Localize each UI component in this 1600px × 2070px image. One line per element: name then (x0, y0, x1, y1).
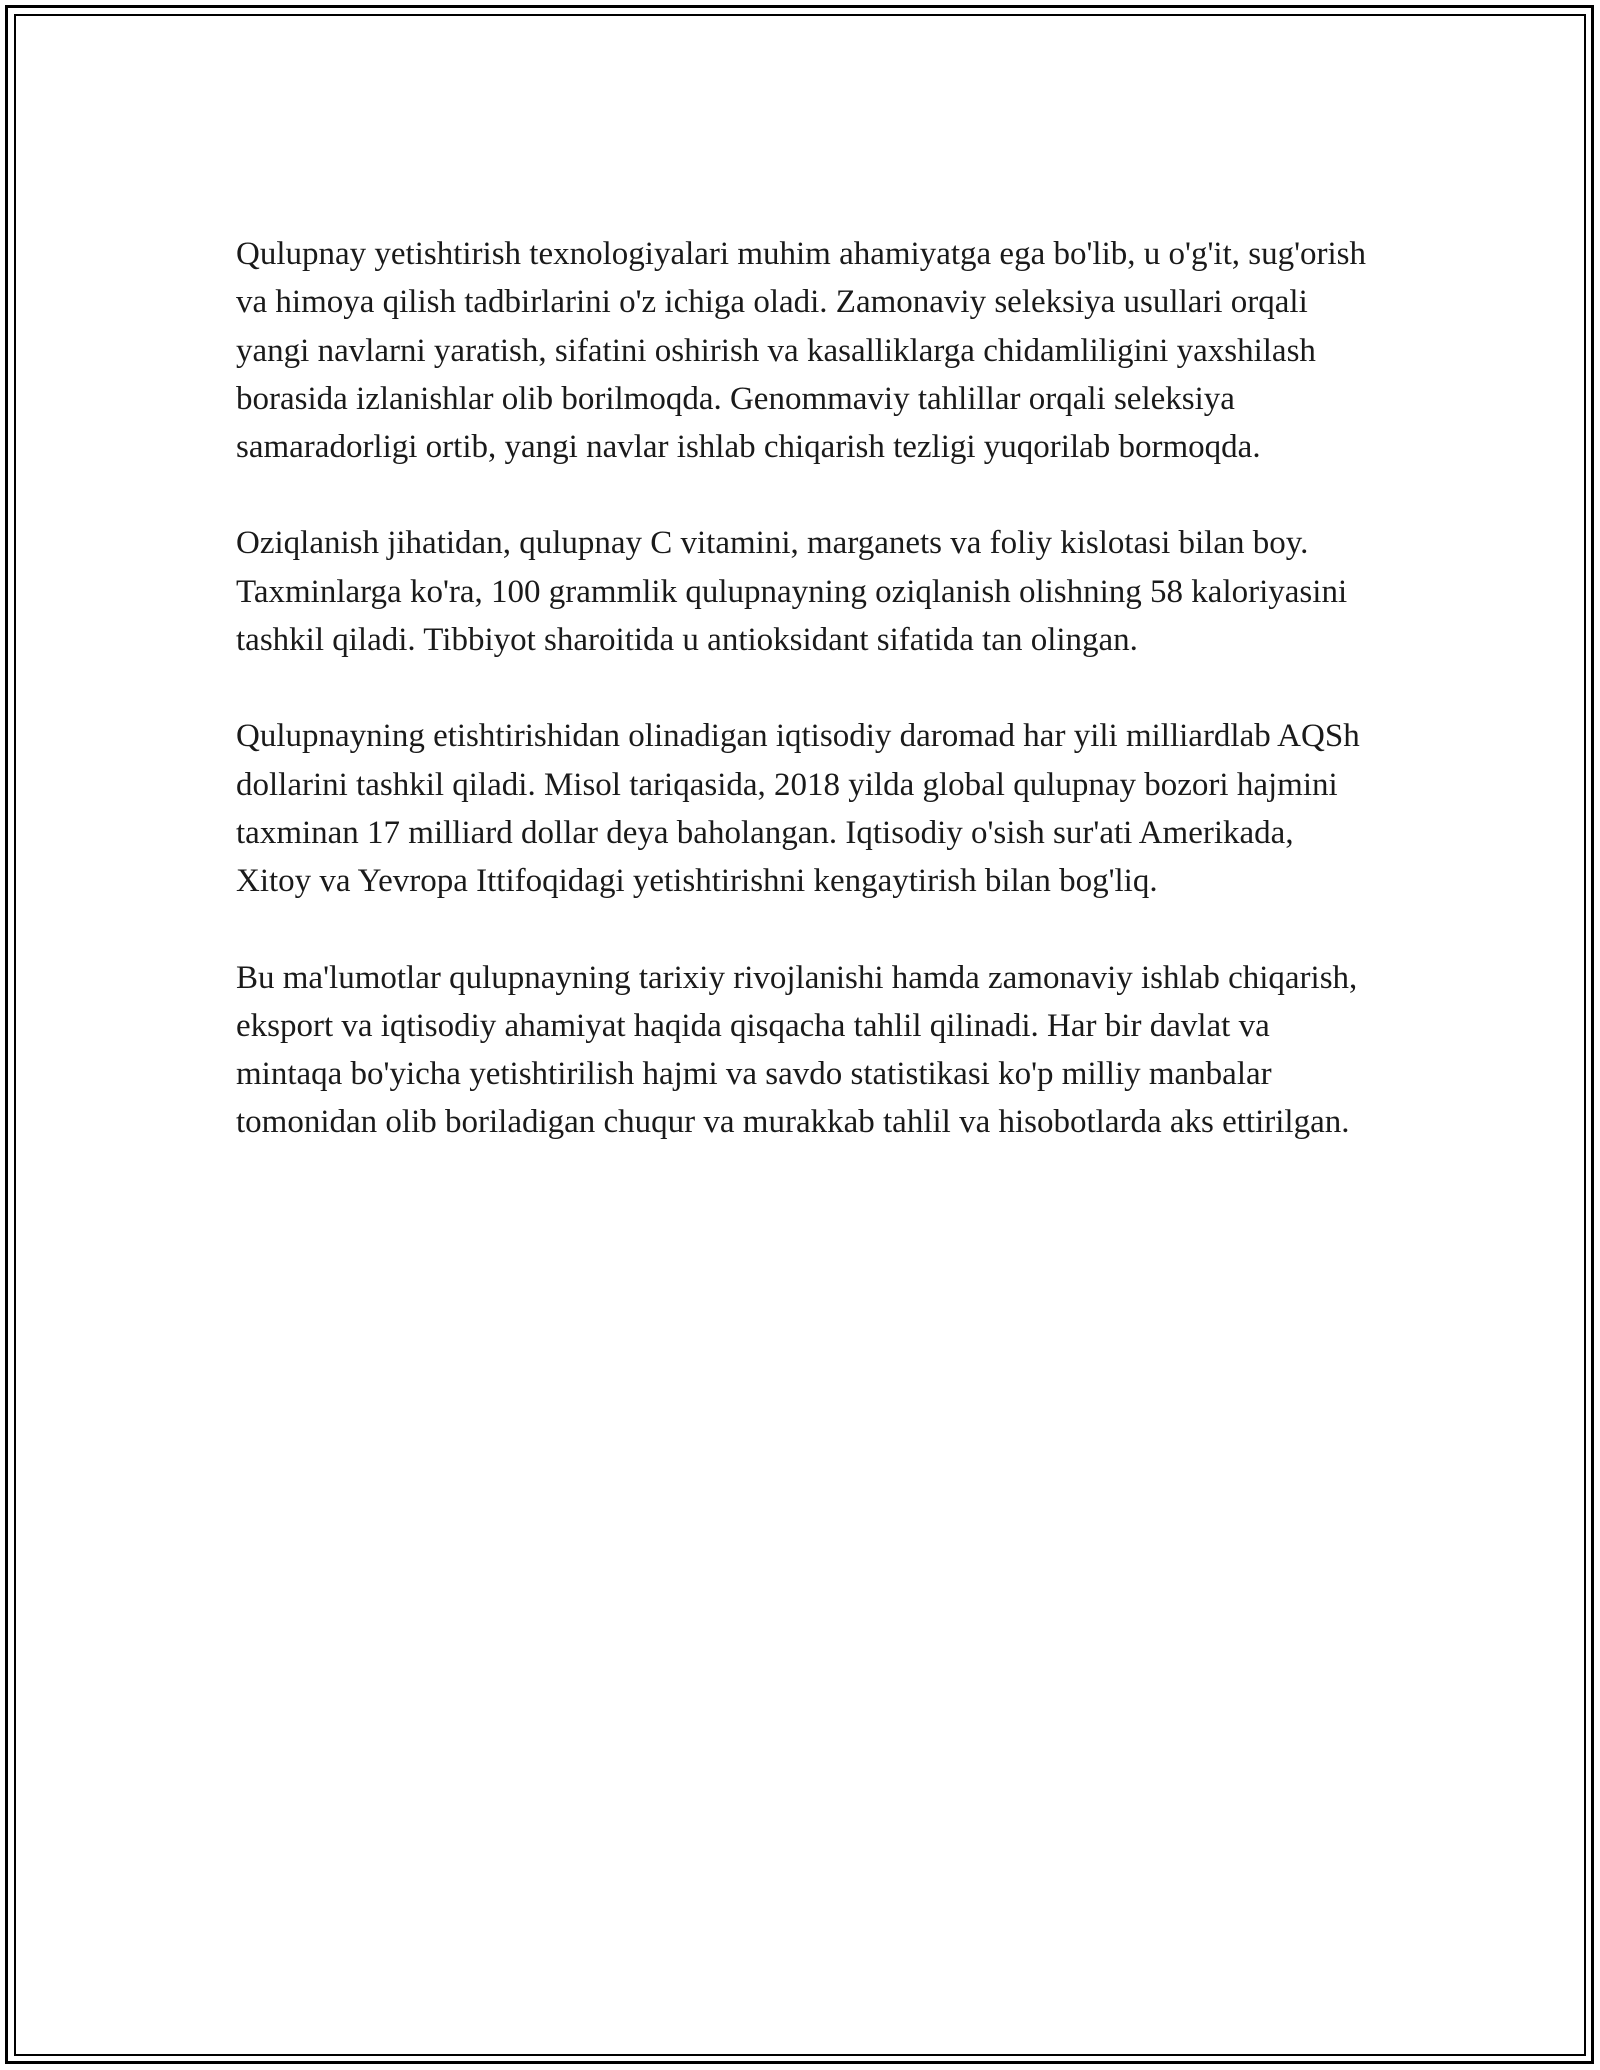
paragraph-summary: Bu ma'lumotlar qulupnayning tarixiy rivojlanishi hamda zamonaviy ishlab chiqarish, eksport va iqtisodiy ahamiyat haqida qisqacha tahlil qilinadi. Har bir davlat va mintaqa bo'yicha yetishtirilish hajmi va savdo statistikasi ko'p milliy manbalar tomonidan olib boriladigan chuqur va murakkab tahlil va hisobotlarda aks ettirilgan. (236, 959, 1358, 1141)
paragraph-cultivation: Qulupnay yetishtirish texnologiyalari muhim ahamiyatga ega bo'lib, u o'g'it, sug'orish va himoya qilish tadbirlarini o'z ichiga oladi. Zamonaviy seleksiya usullari orqali yangi navlarni yaratish, sifatini oshirish va kasalliklarga chidamliligini yaxshilash borasida izlanishlar olib borilmoqda. Genommaviy tahlillar orqali seleksiya samaradorligi ortib, yangi navlar ishlab chiqarish tezligi yuqorilab bormoqda. (236, 236, 1367, 466)
paragraph-nutrition: Oziqlanish jihatidan, qulupnay C vitamini, marganets va foliy kislotasi bilan boy. Taxminlarga ko'ra, 100 grammlik qulupnayning oziqlanish olishning 58 kaloriyasini tashkil qiladi. Tibbiyot sharoitida u antioksidant sifatida tan olingan. (236, 525, 1348, 659)
paragraph-economics: Qulupnayning etishtirishidan olinadigan iqtisodiy daromad har yili milliardlab AQSh dollarini tashkil qiladi. Misol tariqasida, 2018 yilda global qulupnay bozori hajmini taxminan 17 milliard dollar deya baholangan. Iqtisodiy o'sish sur'ati Amerikada, Xitoy va Yevropa Ittifoqidagi yetishtirishni kengaytirish bilan bog'liq. (236, 718, 1360, 900)
document-body (236, 230, 1376, 1195)
